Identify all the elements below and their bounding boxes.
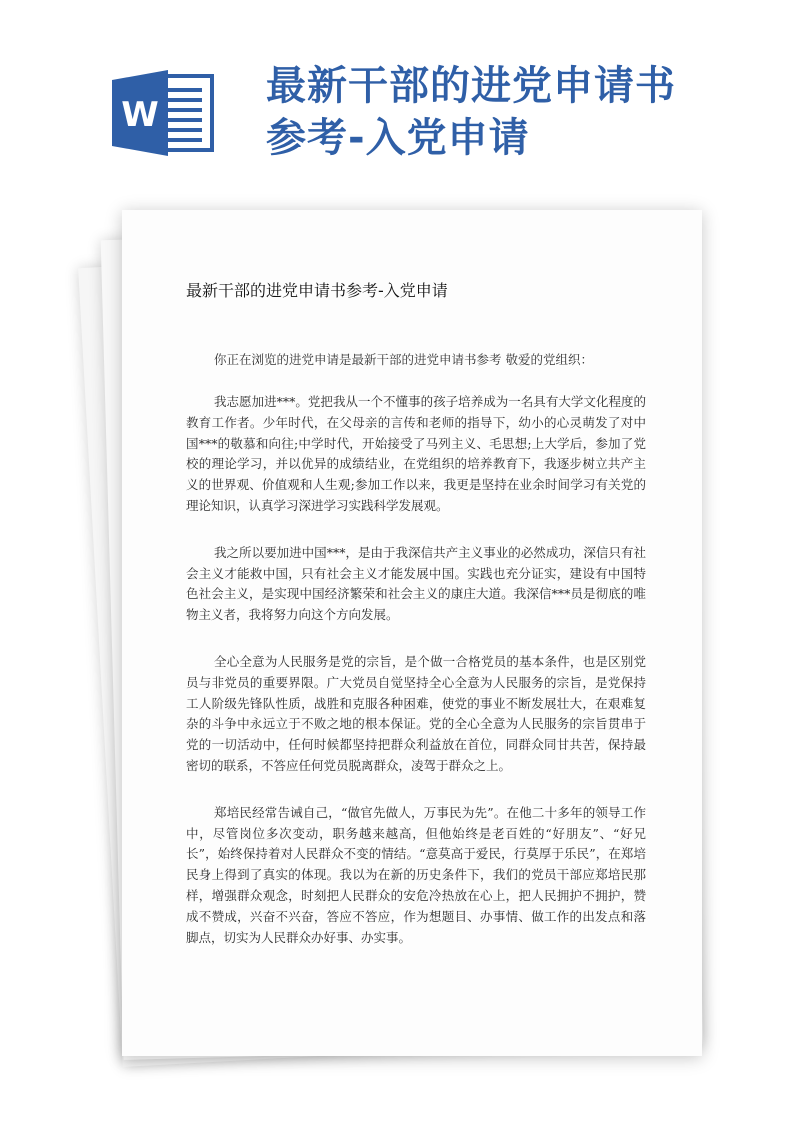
banner-title-line1: 最新干部的进党申请书 <box>266 63 676 109</box>
word-document-icon <box>112 70 216 156</box>
paragraph: 郑培民经常告诫自己，“做官先做人，万事民为先”。在他二十多年的领导工作中，尽管岗位多次变动，职务越来越高，但他始终是老百姓的“好朋友”、“好兄长”，始终保持着对人民群众不变的情结。“意莫高于爱民，行莫厚于乐民”，在郑培民身上得到了真实的体现。我以为在新的历史条件下，我们的党员干部应郑培民那样，增强群众观念，时刻把人民群众的安危冷热放在心上，把人民拥护不拥护，赞成不赞成，兴奋不兴奋，答应不答应，作为想题目、办事情、做工作的出发点和落脚点，切实为人民群众办好事、办实事。 <box>186 804 646 945</box>
svg-text:W: W <box>121 95 159 135</box>
banner-title-line2: 参考-入党申请 <box>266 115 530 161</box>
document-body <box>186 278 646 974</box>
paragraph: 我志愿加进***。党把我从一个不懂事的孩子培养成为一名具有大学文化程度的教育工作者。少年时代，在父母亲的言传和老师的指导下，幼小的心灵萌发了对中国***的敬慕和向往;中学时代，开始接受了马列主义、毛思想;上大学后，参加了党校的理论学习，并以优异的成绩结业，在党组织的培养教育下，我逐步树立共产主义的世界观、价值观和人生观;参加工作以来，我更是坚持在业余时间学习有关党的理论知识，认真学习深进学习实践科学发展观。 <box>186 394 646 513</box>
document-intro: 你正在浏览的进党申请是最新干部的进党申请书参考 敬爱的党组织： <box>214 352 593 367</box>
banner-title <box>266 60 786 164</box>
paragraph: 全心全意为人民服务是党的宗旨，是个做一合格党员的基本条件，也是区别党员与非党员的重要界限。广大党员自觉坚持全心全意为人民服务的宗旨，是党保持工人阶级先锋队性质，战胜和克服各种困难，使党的事业不断发展壮大，在艰难复杂的斗争中永远立于不败之地的根本保证。党的全心全意为人民服务的宗旨贯串于党的一切活动中，任何时候都坚持把群众利益放在首位，同群众同甘共苦，保持最密切的联系，不答应任何党员脱离群众，凌驾于群众之上。 <box>186 653 646 773</box>
document-title: 最新干部的进党申请书参考-入党申请 <box>186 281 448 300</box>
paragraph: 我之所以要加进中国***，是由于我深信共产主义事业的必然成功，深信只有社会主义才能救中国，只有社会主义才能发展中国。实践也充分证实，建设有中国特色社会主义，是实现中国经济繁荣和社会主义的康庄大道。我深信***员是彻底的唯物主义者，我将努力向这个方向发展。 <box>186 544 646 623</box>
